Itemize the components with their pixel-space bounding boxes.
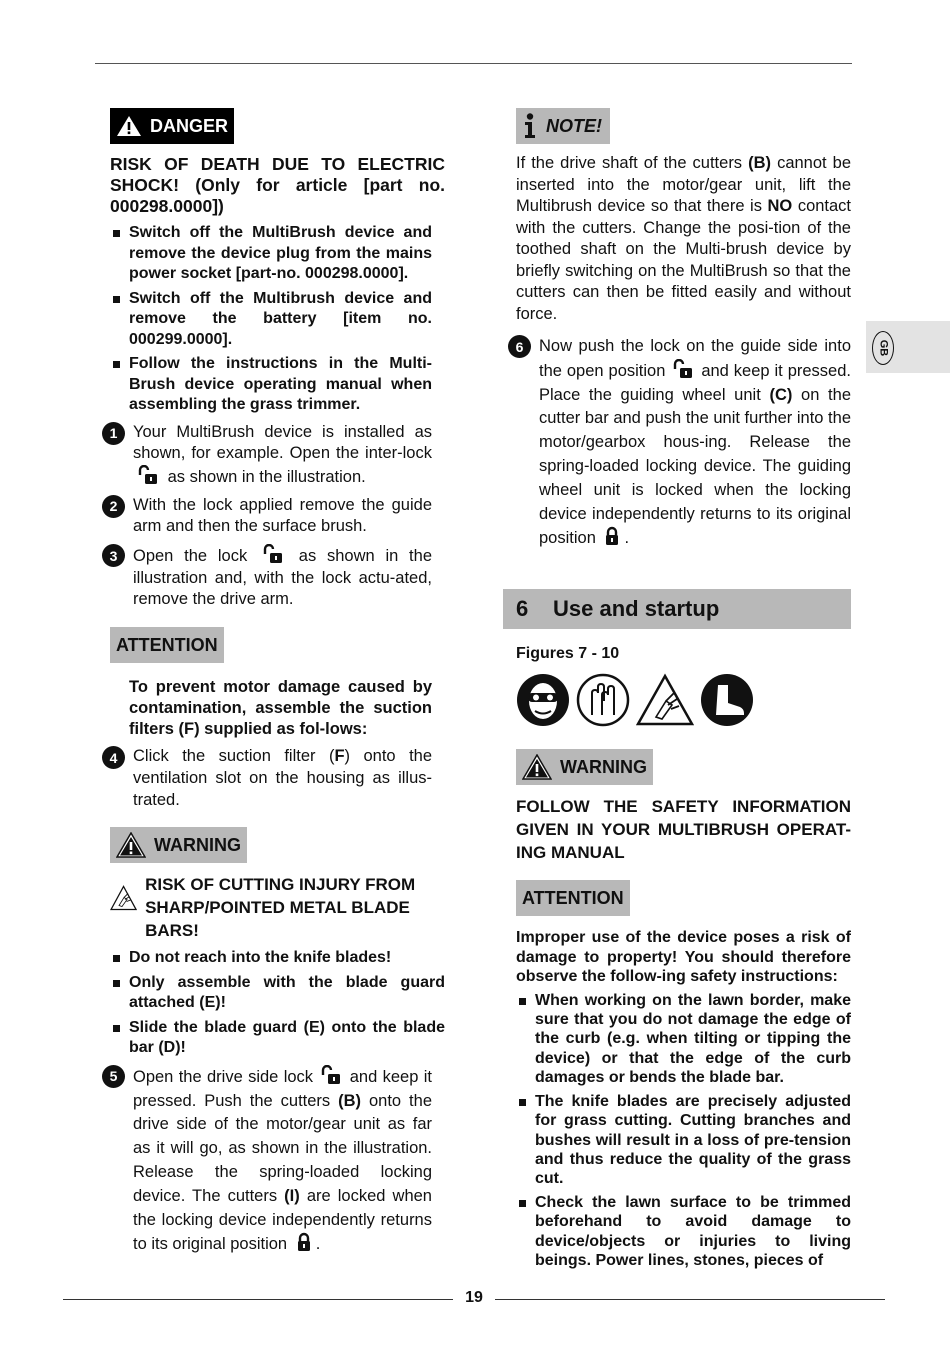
step-text: on the cutter bar and push the unit further into the motor/gearbox hous-ing. Release the spring-loaded locking device. The guiding wheel unit is locked when the locking device independently returns to its original position [539,385,851,548]
list-item: Slide the blade guard (E) onto the blade bar (D)! [129,1018,445,1059]
warning-list [110,948,445,1059]
warning-label: WARNING [154,834,241,855]
safety-boots-icon [700,673,754,727]
step-number: 4 [102,746,125,769]
step-4 [110,746,432,811]
section-heading [503,589,851,629]
step-text-bold: F [334,747,345,766]
note-text-bold: NO [767,197,793,215]
step-text: and keep it pressed. Place the guiding wheel unit [539,361,851,404]
language-tab-label: GB [877,339,889,357]
note-label: NOTE! [546,115,602,136]
step-text: Now push the lock on the guide side into the open position [539,337,851,380]
step-1 [110,422,432,489]
danger-heading: RISK OF DEATH DUE TO ELECTRIC SHOCK! (Only for article [part no. 000298.0000]) [110,154,445,216]
warning-triangle-icon [116,832,146,858]
step-text: and keep it pressed. Push the cutters [133,1067,432,1110]
step-text: Click the suction filter ( [133,747,335,766]
step-text: Open the lock [133,547,248,566]
step-number: 5 [102,1065,125,1088]
note-text-part: contact with the cutters. Change the posi-tion of the toothed shaft on the Multi-brush device by briefly switching on the MultiBrush so that the cutters can then be fitted easily and without force. [516,197,852,323]
section-number: 6 [516,596,529,622]
attention-list [516,991,851,1271]
step-number: 2 [102,495,125,518]
closed-lock-icon [296,1232,312,1252]
list-item: Only assemble with the blade guard attached (E)! [129,973,445,1014]
open-lock-icon [137,465,159,485]
list-item: The knife blades are precisely adjusted for grass cutting. Cutting branches and bushes will result in a loss of pre-tension and thus reduce the quality of the grass cut. [535,1092,851,1188]
step-text: ) onto the ventilation slot on the housing as illus-trated. [133,747,433,809]
left-column [110,108,445,1257]
figures-label: Figures 7 - 10 [516,645,620,663]
attention-text: To prevent motor damage caused by contamination, assemble the suction filters (F) supplied as fol-lows: [129,678,432,739]
warning-heading: RISK OF CUTTING INJURY FROM SHARP/POINTED METAL BLADE BARS! [145,875,416,941]
danger-list [110,223,432,416]
step-text: as shown in the illustration. [167,467,366,486]
note-text-bold: (B) [748,154,772,172]
footer-rule-left [63,1299,453,1300]
ppe-icon-row [516,673,851,727]
step-text-bold: (I) [284,1186,300,1205]
list-item: Switch off the Multibrush device and remove the battery [item no. 000299.0000]. [129,289,432,351]
footer-rule-right [495,1299,885,1300]
note-text-part: cannot be inserted into the motor/gear unit, lift the Multibrush device so that there is [516,154,851,215]
step-text: are locked when the locking device independently returns to its original position [133,1186,432,1254]
step-text: as shown in the illustration and, with the lock actu-ated, remove the drive arm. [133,547,432,609]
cutting-warning [110,873,445,942]
section-title: Use and startup [553,596,720,622]
right-column [516,108,851,1274]
language-tab [866,321,950,373]
page-number: 19 [465,1289,483,1306]
step-text-bold: (C) [769,385,793,404]
cutting-hazard-icon [636,673,694,727]
open-lock-icon [262,544,284,564]
danger-triangle-icon [116,115,142,137]
attention-badge: ATTENTION [516,880,630,916]
warning-text: FOLLOW THE SAFETY INFORMATION GIVEN IN YOUR MULTIBRUSH OPERAT-ING MANUAL [516,797,851,863]
danger-badge [110,108,234,144]
language-tab-circle [872,331,894,365]
attention-badge: ATTENTION [110,627,224,663]
step-text: onto the drive side of the motor/gear unit as far as it will go, as shown in the illustration. Release the spring-loaded locking device. The cutters [133,1091,432,1205]
list-item: When working on the lawn border, make sure that you do not damage the edge of the curb (e.g. when tilting or tipping the device) or that the edge of the curb damages or bends the blade bar. [535,991,851,1087]
step-text: Your MultiBrush device is installed as shown, for example. Open the inter-lock [133,422,432,463]
closed-lock-icon [604,526,620,546]
open-lock-icon [320,1065,342,1085]
note-badge [516,108,610,144]
step-6: 6 Now push the lock on the guide side into the open position and keep it pressed. Place the guiding wheel unit (C) on the cutter bar and push the unit further into the motor/gearbox hous-ing. Release the spring-loaded locking device. The guiding wheel unit is locked when the locking device independently returns to its original position . [516,335,851,551]
info-icon [524,113,536,139]
list-item: Do not reach into the knife blades! [129,948,445,969]
danger-label: DANGER [150,115,229,136]
step-5: 5 Open the drive side lock and keep it pressed. Push the cutters (B) onto the drive side of the motor/gear unit as far as it will go, as shown in the illustration. Release the spring-loaded locking device. The cutters (I) are locked when the locking device independently returns to its original position . [110,1065,432,1257]
cutting-hazard-icon [110,873,137,923]
step-number: 3 [102,544,125,567]
step-number: 6 [508,335,531,358]
note-text [516,153,851,325]
list-item: Follow the instructions in the Multi-Brush device operating manual when assembling the grass trimmer. [129,354,432,416]
step-number: 1 [102,422,125,445]
attention-text: Improper use of the device poses a risk of damage to property! You should therefore observe the follow-ing safety instructions: [516,929,851,986]
open-lock-icon [672,359,694,379]
gloves-icon [576,673,630,727]
step-3 [110,544,432,611]
step-text: Open the drive side lock [133,1067,314,1086]
warning-triangle-icon [522,754,552,780]
list-item: Switch off the MultiBrush device and remove the device plug from the mains power socket [part-no. 000298.0000]. [129,223,432,285]
warning-label: WARNING [560,756,647,777]
step-text-bold: (B) [338,1091,362,1110]
warning-badge [516,749,653,785]
step-text: With the lock applied remove the guide arm and then the surface brush. [133,495,432,536]
face-protection-icon [516,673,570,727]
top-rule [95,63,852,64]
list-item: Check the lawn surface to be trimmed beforehand to avoid damage to device/objects or injuries to living beings. Power lines, stones, pieces of [535,1193,851,1269]
warning-badge [110,827,247,863]
note-text-part: If the drive shaft of the cutters [516,154,743,172]
step-2 [110,495,432,538]
